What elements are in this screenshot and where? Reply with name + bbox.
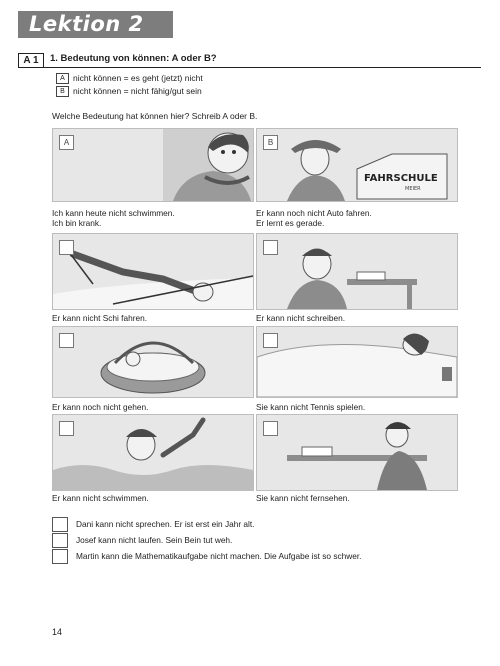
option-a-text: nicht können = es geht (jetzt) nicht <box>73 73 203 83</box>
task-title: 1. Bedeutung von können: A oder B? <box>50 53 217 64</box>
option-b <box>56 86 202 97</box>
sick-boy-illustration <box>53 129 253 201</box>
answer-text-1: Dani kann nicht sprechen. Er ist erst ein Jahr alt. <box>76 519 255 529</box>
answer-text-2: Josef kann nicht laufen. Sein Bein tut weh. <box>76 535 233 545</box>
picture-3-answer-box[interactable] <box>59 240 74 255</box>
page-number: 14 <box>52 627 63 637</box>
exercise-divider <box>43 67 481 68</box>
drowning-boy-illustration <box>53 415 253 490</box>
girl-doing-homework-illustration <box>257 415 457 490</box>
picture-5 <box>52 326 254 398</box>
picture-7-caption-1: Er kann nicht schwimmen. <box>52 493 149 503</box>
exercise-number: A 1 <box>18 53 44 68</box>
answer-box-2[interactable] <box>52 533 68 548</box>
answer-row-3 <box>52 549 472 564</box>
question-text: Welche Bedeutung hat können hier? Schreib A oder B. <box>52 111 258 121</box>
picture-1-answer-box[interactable]: A <box>59 135 74 150</box>
picture-4 <box>256 233 458 310</box>
answer-box-3[interactable] <box>52 549 68 564</box>
picture-6-caption-1: Sie kann nicht Tennis spielen. <box>256 402 366 412</box>
option-a-key: A <box>56 73 69 84</box>
picture-6-answer-box[interactable] <box>263 333 278 348</box>
option-b-text: nicht können = nicht fähig/gut sein <box>73 86 202 96</box>
picture-7 <box>52 414 254 491</box>
picture-5-answer-box[interactable] <box>59 333 74 348</box>
boy-at-desk-illustration <box>257 234 457 309</box>
answer-text-3: Martin kann die Mathematikaufgabe nicht machen. Die Aufgabe ist so schwer. <box>76 551 362 561</box>
picture-2-caption-1: Er kann noch nicht Auto fahren. <box>256 208 372 218</box>
picture-8 <box>256 414 458 491</box>
picture-8-answer-box[interactable] <box>263 421 278 436</box>
skier-fallen-illustration <box>53 234 253 309</box>
picture-8-caption-1: Sie kann nicht fernsehen. <box>256 493 350 503</box>
answer-box-1[interactable] <box>52 517 68 532</box>
driving-school-sign-sub: MEIER <box>405 186 421 192</box>
driving-school-sign: FAHRSCHULE <box>364 173 438 184</box>
picture-5-caption-1: Er kann noch nicht gehen. <box>52 402 149 412</box>
picture-1 <box>52 128 254 202</box>
driving-school-illustration <box>257 129 457 201</box>
baby-in-basket-illustration <box>53 327 253 397</box>
picture-1-caption-2: Ich bin krank. <box>52 218 102 228</box>
picture-7-answer-box[interactable] <box>59 421 74 436</box>
picture-2-answer-box[interactable]: B <box>263 135 278 150</box>
picture-2 <box>256 128 458 202</box>
option-b-key: B <box>56 86 69 97</box>
picture-4-answer-box[interactable] <box>263 240 278 255</box>
sick-girl-in-bed-illustration <box>257 327 457 397</box>
answer-row-2 <box>52 533 472 548</box>
picture-1-caption-1: Ich kann heute nicht schwimmen. <box>52 208 175 218</box>
picture-3 <box>52 233 254 310</box>
picture-6 <box>256 326 458 398</box>
picture-3-caption-1: Er kann nicht Schi fahren. <box>52 313 148 323</box>
picture-2-caption-2: Er lernt es gerade. <box>256 218 325 228</box>
picture-4-caption-1: Er kann nicht schreiben. <box>256 313 346 323</box>
answer-row-1 <box>52 517 472 532</box>
lesson-title: Lektion 2 <box>29 12 144 36</box>
option-a <box>56 73 203 84</box>
